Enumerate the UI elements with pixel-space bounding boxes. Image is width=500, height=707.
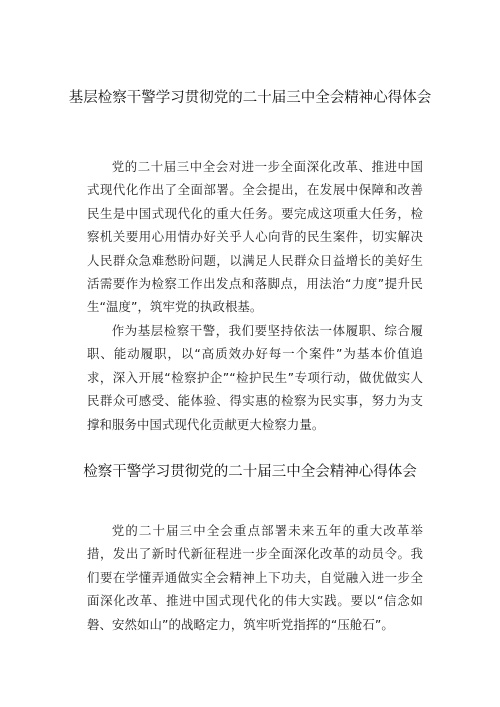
section1-paragraph-1: 党的二十届三中全会对进一步全面深化改革、推进中国式现代化作出了全面部署。全会提出，在发展中保障和改善民生是中国式现代化的重大任务。要完成这项重大任务，检察机关要用心用情办好关乎人心向背的民生案件，切实解决人民群众急难愁盼问题，以满足人民群众日益增长的美好生活需要作为检察工作出发点和落脚点，用法治“力度”提升民生“温度”，筑牢党的执政根基。 [87, 159, 423, 315]
document-title-2: 检察干警学习贯彻党的二十届三中全会精神心得体会 [83, 464, 417, 480]
section2-paragraph-1: 党的二十届三中全会重点部署未来五年的重大改革举措，发出了新时代新征程进一步全面深化改革的动员令。我们要在学懂弄通做实全会精神上下功夫，自觉融入进一步全面深化改革、推进中国式现代化的伟大实践。要以“信念如磐、安然如山”的战略定力，筑牢听党指挥的“压舱石”。 [87, 523, 423, 632]
document-title-1: 基层检察干警学习贯彻党的二十届三中全会精神心得体会 [68, 90, 432, 106]
section1-paragraph-2: 作为基层检察干警，我们要坚持依法一体履职、综合履职、能动履职，以“高质效办好每一个案件”为基本价值追求，深入开展“检察护企”“检护民生”专项行动，做优做实人民群众可感受、能体验、得实惠的检察为民实事，努力为支撑和服务中国式现代化贡献更大检察力量。 [87, 323, 423, 432]
